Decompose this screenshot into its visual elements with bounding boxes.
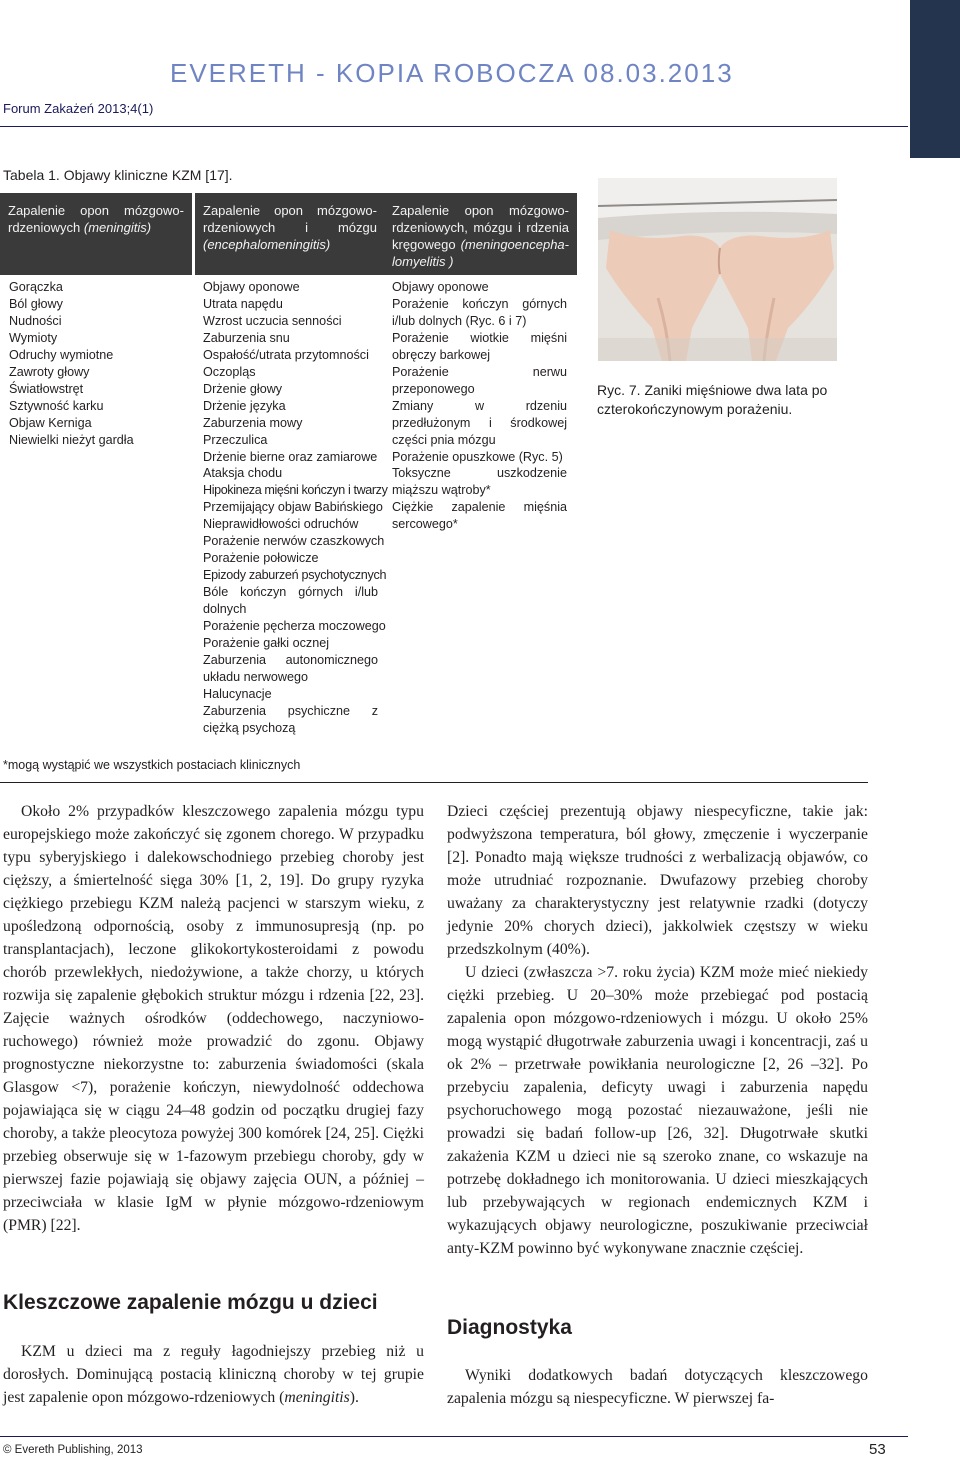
header-1-term: (meningitis) — [83, 220, 152, 235]
table-column-meningoencephalomyelitis — [392, 279, 567, 533]
symptom-item: Niewielki nieżyt gardła — [9, 432, 134, 447]
symptom-item: Drżenie głowy — [203, 381, 283, 396]
symptom-item: Gorączka — [9, 280, 63, 294]
symptom-item: Wymioty — [9, 330, 58, 345]
symptom-item: Ospałość/utrata przytomności — [203, 347, 369, 362]
symptom-item: Ciężkie zapalenie mięśnia sercowego* — [392, 500, 567, 532]
header-3-term: (meningoencephalomyelitis ) — [392, 237, 569, 269]
symptom-item: Porażenie nerwów czaszkowych — [203, 534, 385, 549]
section-heading-diagnostics: Diagnostyka — [447, 1316, 572, 1339]
paragraph: Dzieci częściej prezentują objawy niespecyficzne, takie jak: podwyższona temperatura, ból głowy, zmęczenie i wyczerpanie [2]. Ponadto mają większe trudności z werbalizacją objawów, co może utrudniać rozpoznanie. Dwufazowy przebieg choroby uważany za charakterystyczny jest relatywnie rzadki (dotyczy jedynie 20% chorych dzieci), jakkolwiek częstszy w wieku przedszkolnym (40%). — [447, 803, 868, 958]
table-column-meningitis — [9, 279, 185, 449]
symptom-item: Halucynacje — [203, 686, 272, 701]
symptom-item: Nudności — [9, 313, 62, 328]
figure-caption: Ryc. 7. Zaniki mięśniowe dwa lata po czterokończynowym porażeniu. — [597, 382, 828, 417]
symptom-item: Wzrost uczucia senności — [203, 313, 342, 328]
left-column-text-2 — [3, 1340, 424, 1409]
symptom-item: Zaburzenia psychiczne z ciężką psychozą — [203, 703, 378, 735]
table-header-cell-2 — [195, 193, 385, 275]
symptom-item: Ataksja chodu — [203, 466, 283, 481]
header-2-term: (encephalomeningitis) — [203, 237, 331, 252]
paragraph-text: KZM u dzieci ma z reguły łagodniejszy przebieg niż u dorosłych. Dominującą postacią kliniczną choroby w tej grupie jest zapalenie opon mózgowo-rdzeniowych ( — [3, 1343, 424, 1406]
latin-term: meningitis — [284, 1389, 350, 1406]
corner-color-block — [910, 0, 960, 158]
footnote-rule — [0, 782, 868, 783]
symptom-item: Porażenie połowicze — [203, 551, 319, 566]
symptom-item: Porażenie pęcherza moczowego — [203, 619, 386, 634]
symptom-item: Odruchy wymiotne — [9, 347, 114, 362]
symptom-item: Toksyczne uszkodzenie miąższu wątroby* — [392, 466, 567, 498]
legs-photo-illustration — [598, 178, 837, 361]
symptom-item: Objawy oponowe — [203, 280, 300, 294]
header-rule — [0, 126, 908, 127]
symptom-item: Oczopląs — [203, 364, 256, 379]
symptom-item: Zaburzenia autonomicznego układu nerwowego — [203, 652, 378, 684]
symptom-item: Sztywność karku — [9, 398, 104, 413]
page-number: 53 — [869, 1441, 886, 1458]
publisher-copyright: © Evereth Publishing, 2013 — [3, 1444, 143, 1456]
symptom-item: Porażenie wiotkie mięśni obręczy barkowej — [392, 330, 567, 362]
table-footnote: *mogą wystąpić we wszystkich postaciach klinicznych — [3, 758, 301, 772]
table-header-cell-3 — [384, 193, 577, 275]
paragraph: Wyniki dodatkowych badań dotyczących kleszczowego zapalenia mózgu są niespecyficzne. W pierwszej fa- — [447, 1367, 868, 1407]
section-heading-children: Kleszczowe zapalenie mózgu u dzieci — [3, 1291, 378, 1314]
symptom-item: Drżenie bierne oraz zamiarowe — [203, 449, 378, 464]
symptom-item: Ból głowy — [9, 296, 63, 311]
table-column-encephalomeningitis — [203, 279, 388, 737]
paragraph — [3, 1340, 424, 1409]
symptom-item: Zmiany w rdzeniu przedłużonym i środkowej części pnia mózgu — [392, 398, 567, 447]
header-1-text: Zapalenie opon mózgowordzeniowych — [8, 203, 184, 235]
symptom-item: Przemijający objaw Babińskiego — [203, 500, 383, 515]
symptom-item: Przeczulica — [203, 432, 268, 447]
table-title: Tabela 1. Objawy kliniczne KZM [17]. — [3, 167, 233, 183]
symptom-item: Zawroty głowy — [9, 364, 90, 379]
paragraph: Około 2% przypadków kleszczowego zapalenia mózgu typu europejskiego może zakończyć się zgonem chorego. W przypadku typu syberyjskiego i dalekowschodniego przebieg choroby jest cięższy, a śmiertelność sięga 30% [1, 2, 19]. Do grupy ryzyka ciężkiego przebiegu KZM należą pacjenci w starszym wieku, z upośledzoną odpornością, osoby z immunosupresją (np. po transplantacjach), leczone glikokortykosteroidami z powodu chorób przewlekłych, niedożywione, a także chorzy, u których rozwija się zapalenie głębokich struktur mózgu i rdzenia [22, 23]. Zajęcie ważnych ośrodków (oddechowego, naczyniowo-ruchowego) również może prowadzić do zgonu. Objawy prognostyczne niekorzystne to: zaburzenia świadomości (skala Glasgow <7), porażenie kończyn, niewydolność oddechowa pojawiająca się w ciągu 24–48 godzin od początku drugiej fazy choroby, a także pleocytoza powyżej 300 komórek [24, 25]. Ciężki przebieg obserwuje się w 1-fazowym przebiegu choroby, gdy w pierwszej fazie pojawiają się objawy zajęcia OUN, a później – przeciwciała w klasie IgM w płynie mózgowo-rdzeniowym (PMR) [22]. — [3, 803, 424, 1234]
header-3-text: Zapalenie opon mózgowordzeniowych, mózgu i rdzenia kręgowego — [392, 203, 569, 252]
header-2-text: Zapalenie opon mózgowordzeniowych i mózgu — [203, 203, 377, 235]
left-column-text — [3, 800, 424, 1237]
footer-rule — [0, 1436, 908, 1437]
symptom-item: Bóle kończyn górnych i/lub dolnych — [203, 585, 378, 617]
symptom-item: Porażenie nerwu przeponowego — [392, 364, 567, 396]
right-column-text — [447, 800, 868, 1260]
figure-photo — [598, 178, 837, 361]
symptom-item: Utrata napędu — [203, 296, 283, 311]
symptom-item: Porażenie opuszkowe (Ryc. 5) — [392, 449, 563, 464]
symptom-item: Zaburzenia snu — [203, 330, 290, 345]
symptom-item: Porażenie kończyn górnych i/lub dolnych (Ryc. 6 i 7) — [392, 296, 567, 328]
symptom-item: Hipokineza mięśni kończyn i twarzy — [203, 483, 388, 498]
symptom-item: Porażenie gałki ocznej — [203, 636, 330, 651]
symptom-item: Objaw Kerniga — [9, 415, 92, 430]
table-header-cell-1 — [0, 193, 192, 275]
paragraph-text: ). — [349, 1389, 359, 1406]
journal-citation: Forum Zakażeń 2013;4(1) — [3, 101, 154, 116]
draft-watermark: EVERETH - KOPIA ROBOCZA 08.03.2013 — [170, 58, 734, 88]
symptom-item: Drżenie języka — [203, 398, 286, 413]
symptom-item: Objawy oponowe — [392, 280, 489, 294]
symptom-item: Światłowstręt — [9, 381, 84, 396]
paragraph: U dzieci (zwłaszcza >7. roku życia) KZM może mieć niekiedy ciężki przebieg. U 20–30% może przebiegać pod postacią zapalenia opon mózgowo-rdzeniowych i mózgu. U około 25% mogą wystąpić długotrwałe zaburzenia uwagi i koncentracji, zaś u ok 2% – przetrwałe powikłania neurologiczne [2, 26 –32]. Po przebyciu zapalenia, deficyty uwagi i zaburzenia napędu psychoruchowego mogą pozostać niezauważone, jeśli nie prowadzi się badań follow-up [26, 32]. Długotrwałe skutki zakażenia KZM u dzieci nie są szeroko znane, co wskazuje na potrzebę dokładnego ich monitorowania. U dzieci mieszkających lub przebywających w regionach endemicznych KZM i wykazujących objawy neurologiczne, poszukiwanie przeciwciał anty-KZM powinno być wykonywane znacznie częściej. — [447, 964, 868, 1257]
symptom-item: Epizody zaburzeń psychotycznych — [203, 568, 387, 583]
symptom-item: Nieprawidłowości odruchów — [203, 517, 359, 532]
symptom-item: Zaburzenia mowy — [203, 415, 303, 430]
right-column-text-2 — [447, 1364, 868, 1410]
